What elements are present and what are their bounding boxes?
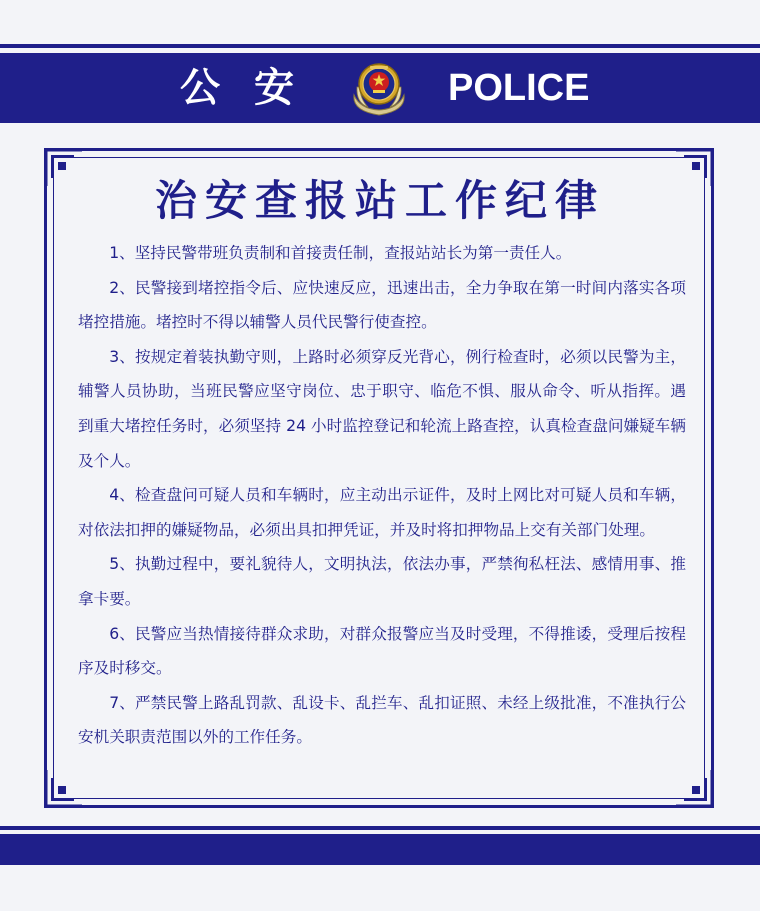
rule-item: 3、按规定着装执勤守则，上路时必须穿反光背心，例行检查时，必须以民警为主，辅警人员协助，当班民警应坚守岗位、忠于职守、临危不惧、服从命令、听从指挥。遇到重大堵控任务时，必须坚持 24 小时监控登记和轮流上路查控，认真检查盘问嫌疑车辆及个人。: [78, 347, 686, 470]
rule-item: 7、严禁民警上路乱罚款、乱设卡、乱拦车、乱扣证照、未经上级批准，不准执行公安机关职责范围以外的工作任务。: [78, 693, 686, 747]
rule-item: 2、民警接到堵控指令后、应快速反应，迅速出击，全力争取在第一时间内落实各项堵控措施。堵控时不得以辅警人员代民警行使查控。: [78, 278, 686, 332]
page-title: 治安查报站工作纪律: [154, 176, 605, 225]
rules-list: [78, 236, 686, 755]
header-band: [0, 53, 760, 123]
police-emblem-icon: [348, 57, 410, 119]
header-cn-label: 公安: [180, 65, 328, 111]
rule-item: 5、执勤过程中，要礼貌待人，文明执法，依法办事，严禁徇私枉法、感情用事、推拿卡要。: [78, 555, 686, 608]
header-en-label: POLICE: [448, 67, 590, 109]
top-divider-line: [0, 44, 760, 48]
rule-item: 6、民警应当热情接待群众求助，对群众报警应当及时受理，不得推诿，受理后按程序及时移交。: [78, 624, 686, 678]
rule-item: 1、坚持民警带班负责制和首接责任制，查报站站长为第一责任人。: [109, 244, 572, 262]
footer-band: [0, 834, 760, 865]
bottom-divider-line: [0, 826, 760, 830]
rule-item: 4、检查盘问可疑人员和车辆时，应主动出示证件，及时上网比对可疑人员和车辆，对依法扣押的嫌疑物品，必须出具扣押凭证，并及时将扣押物品上交有关部门处理。: [78, 486, 686, 539]
corner-ornament-icon: [44, 768, 84, 808]
corner-ornament-icon: [674, 768, 714, 808]
